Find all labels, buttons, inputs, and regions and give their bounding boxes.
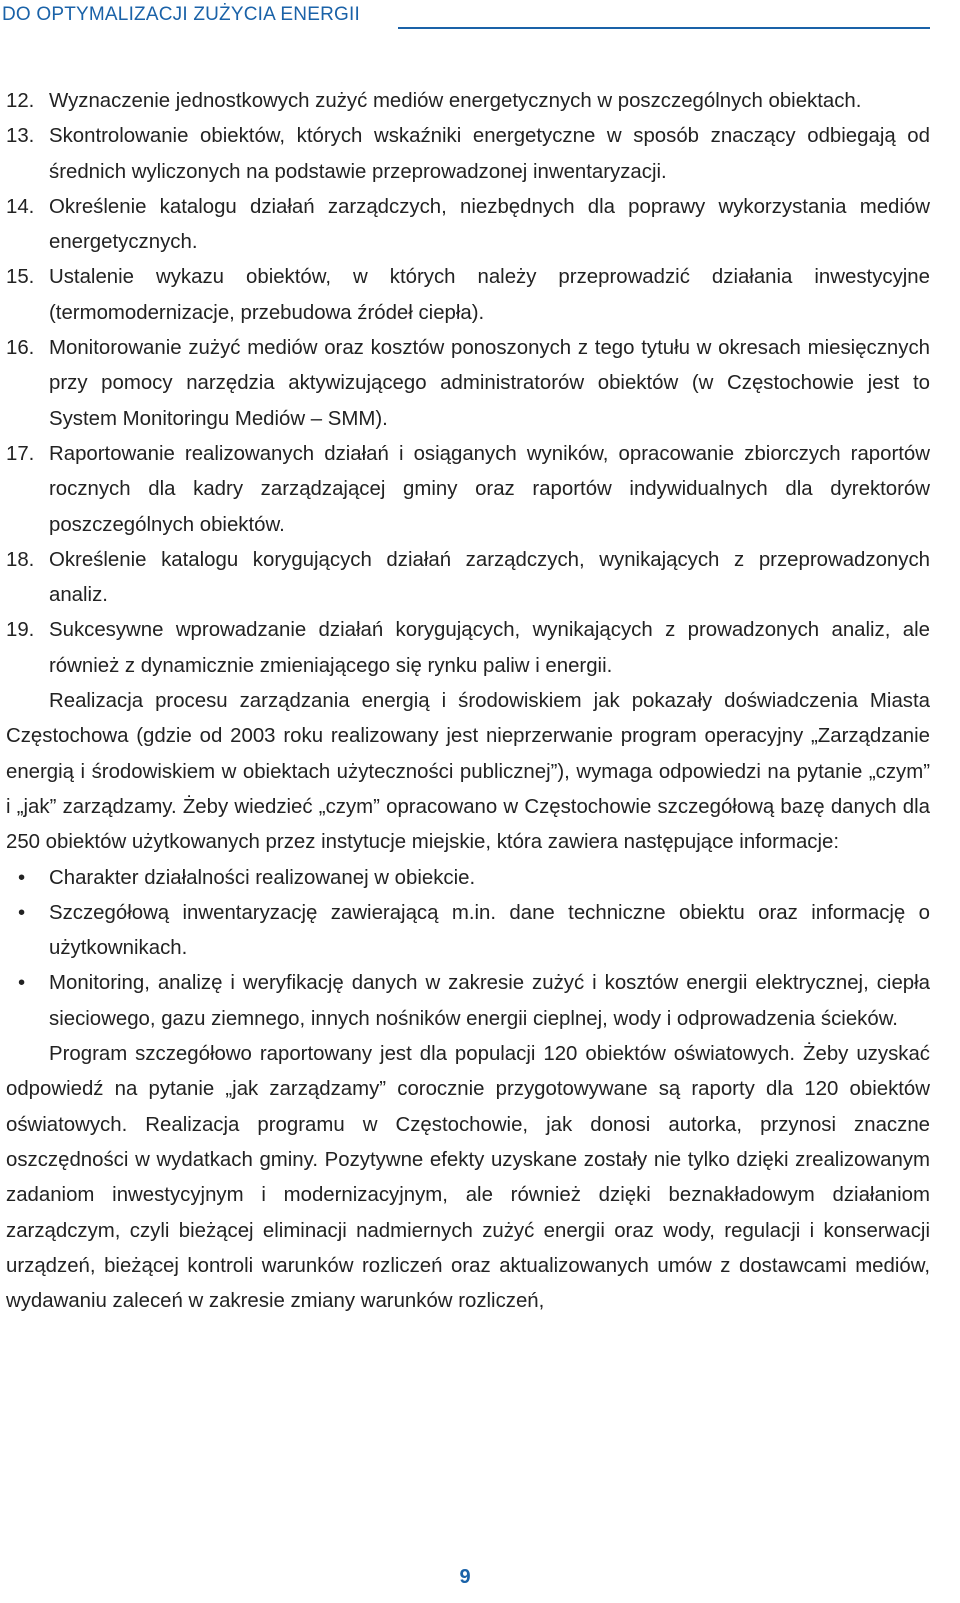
list-item [6,613,930,684]
page-number: 9 [459,1566,471,1588]
item-number: 12. [6,90,35,112]
steps-list [6,84,930,684]
bullet-text: Charakter działalności realizowanej w obiekcie. [49,866,476,889]
list-item [6,437,930,543]
item-text: Ustalenie wykazu obiektów, w których należy przeprowadzić działania inwestycyjne (termomodernizacje, przebudowa źródeł ciepła). [49,266,930,324]
item-text: Określenie katalogu korygujących działań zarządczych, wynikających z przeprowadzonych analiz. [49,548,930,607]
bullet-icon: • [18,866,26,889]
item-number: 14. [6,195,35,218]
item-number: 15. [6,266,35,289]
item-number: 16. [6,337,35,360]
bullet-text: Szczegółową inwentaryzację zawierającą m.in. dane techniczne obiektu oraz informację o użytkownikach. [49,901,930,960]
page-body [6,84,930,1319]
list-item [6,119,930,190]
bullet-item [6,896,930,967]
item-number: 17. [6,442,35,465]
item-text: Wyznaczenie jednostkowych zużyć mediów energetycznych w poszczególnych obiektach. [49,90,862,112]
item-text: Monitorowanie zużyć mediów oraz kosztów ponoszonych z tego tytułu w okresach miesięcznych przy pomocy narzędzia aktywizującego administratorów obiektów (w Częstochowie jest to System Monitoringu Mediów – SMM). [49,337,930,430]
list-item [6,190,930,261]
bullet-list [6,861,930,1037]
item-text: Raportowanie realizowanych działań i osiąganych wyników, opracowanie zbiorczych raportów rocznych dla kadry zarządzającej gminy oraz raportów indywidualnych dla dyrektorów poszczególnych obiektów. [49,442,930,536]
item-text: Skontrolowanie obiektów, których wskaźniki energetyczne w sposób znaczący odbiegają od średnich wyliczonych na podstawie przeprowadzonej inwentaryzacji. [49,125,930,183]
bullet-item [6,966,930,1037]
list-item [6,543,930,614]
list-item [6,260,930,331]
list-item [6,331,930,437]
bullet-text: Monitoring, analizę i weryfikację danych w zakresie zużyć i kosztów energii elektrycznej, ciepła sieciowego, gazu ziemnego, innych nośników energii cieplnej, wody i odprowadzenia ścieków. [49,972,930,1030]
item-number: 18. [6,548,35,571]
paragraph-program: Program szczegółowo raportowany jest dla populacji 120 obiektów oświatowych. Żeby uzyskać odpowiedź na pytanie „jak zarządzamy” corocznie przygotowywane są raporty dla 120 obiektów oświatowych. Realizacja programu w Częstochowie, jak donosi autorka, przynosi znaczne oszczędności w wydatkach gminy. Pozytywne efekty uzyskane zostały nie tylko dzięki zrealizowanym zadaniom inwestycyjnym i modernizacyjnym, ale również dzięki beznakładowym działaniom zarządczym, czyli bieżącej eliminacji nadmiernych zużyć energii oraz wody, regulacji i konserwacji urządzeń, bieżącej kontroli warunków rozliczeń oraz aktualizowanych umów z dostawcami mediów, wydawaniu zaleceń w zakresie zmiany warunków rozliczeń, [6,1043,930,1313]
bullet-icon: • [18,901,26,924]
item-number: 19. [6,619,35,642]
item-text: Sukcesywne wprowadzanie działań korygujących, wynikających z prowadzonych analiz, ale również z dynamicznie zmieniającego się rynku paliw i energii. [49,619,930,677]
header-title: DO OPTYMALIZACJI ZUŻYCIA ENERGII [2,4,364,26]
paragraph-realizacja: Realizacja procesu zarządzania energią i środowiskiem jak pokazały doświadczenia Miasta Częstochowa (gdzie od 2003 roku realizowany jest nieprzerwanie program operacyjny „Zarządzanie energią i środowiskiem w obiektach użyteczności publicznej”), wymaga odpowiedzi na pytanie „czym” i „jak” zarządzamy. Żeby wiedzieć „czym” opracowano w Częstochowie szczegółową bazę danych dla 250 obiektów użytkowanych przez instytucje miejskie, która zawiera następujące informacje: [6,690,930,854]
header-rule [398,27,930,29]
item-number: 13. [6,125,35,148]
list-item [6,84,930,119]
running-header [2,4,930,32]
bullet-item [6,861,930,896]
bullet-icon: • [18,972,26,995]
item-text: Określenie katalogu działań zarządczych, niezbędnych dla poprawy wykorzystania mediów energetycznych. [49,195,930,254]
